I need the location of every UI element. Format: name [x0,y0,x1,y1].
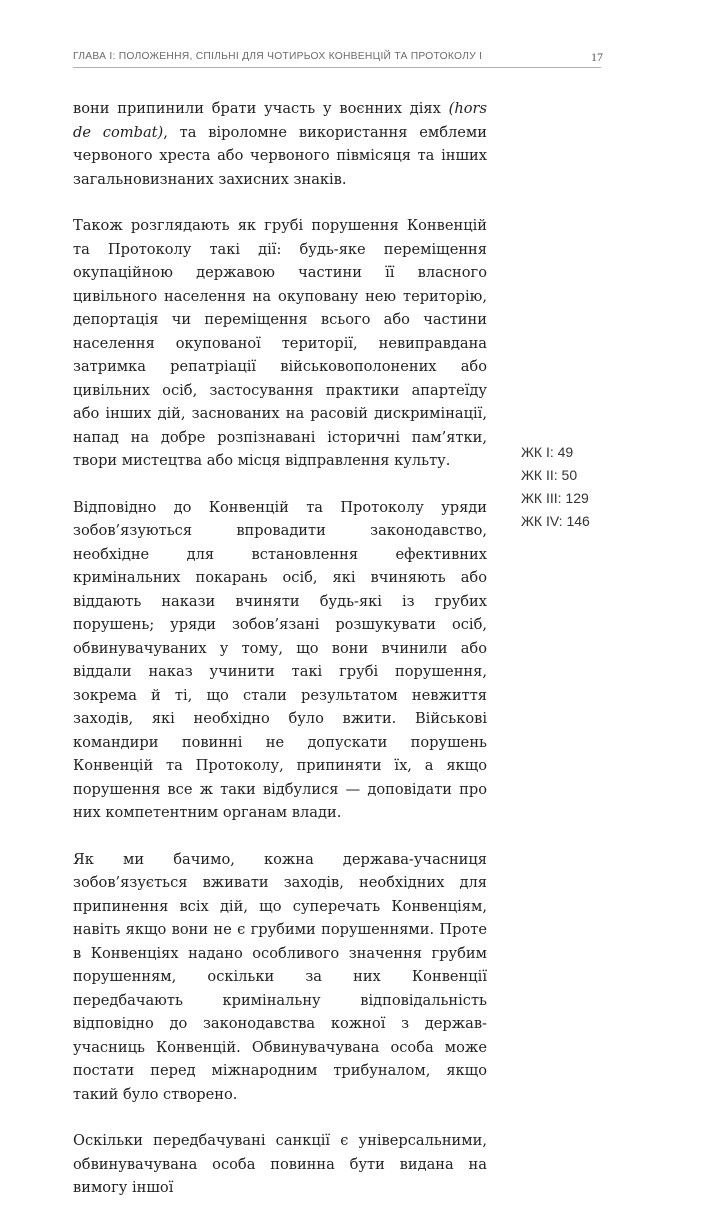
paragraph-1-text-end: , та віроломне використання емблеми червоного хреста або червоного півмісяця та інших загальновизнаних захисних знаків. [73,123,487,188]
margin-references [521,441,611,533]
running-title: ГЛАВА I: ПОЛОЖЕННЯ, СПІЛЬНІ ДЛЯ ЧОТИРЬОХ КОНВЕНЦІЙ ТА ПРОТОКОЛУ I [73,51,483,62]
margin-reference-gc3: ЖК III: 129 [521,490,589,506]
paragraph-1 [73,97,487,191]
margin-reference-gc2: ЖК II: 50 [521,467,578,483]
header-rule [73,67,601,68]
paragraph-5: Оскільки передбачувані санкції є універсальними, обвинувачувана особа повинна бути видана на вимогу іншої [73,1132,487,1196]
paragraph-1-italic-term: (hors de combat) [73,100,487,141]
paragraph-2: Також розглядають як грубі порушення Конвенцій та Протоколу такі дії: будь-яке переміщення окупаційною державою частини її власного цивільного населення на окуповану нею територію, депортація чи переміщення всього або частини населення окупованої території, невиправдана затримка репатріації військовополонених або цивільних осіб, застосування практики апартеїду або інших дій, заснованих на расовій дискримінації, напад на добре розпізнавані історичні пам’ятки, твори мистецтва або місця відправлення культу. [73,217,487,469]
page-number: 17 [591,50,603,64]
paragraph-1-text-start: вони припинили брати участь у воєнних діях [73,100,449,117]
paragraph-3: Відповідно до Конвенцій та Протоколу уряди зобов’язуються впровадити законодавство, необхідне для встановлення ефективних кримінальних покарань осіб, які вчиняють або віддають накази вчиняти будь-які із грубих порушень; уряди зобов’язані розшукувати осіб, обвинувачуваних у тому, що вони вчинили або віддали наказ учинити такі грубі порушення, зокрема й ті, що стали результатом невжиття заходів, які необхідно було вжити. Військові командири повинні не допускати порушень Конвенцій та Протоколу, припиняти їх, а якщо порушення все ж таки відбулися — доповідати про них компетентним органам влади. [73,498,487,821]
body-text [73,97,487,1223]
margin-reference-gc1: ЖК I: 49 [521,444,574,460]
paragraph-4: Як ми бачимо, кожна держава-учасниця зобов’язується вживати заходів, необхідних для припинення всіх дій, що суперечать Конвенціям, навіть якщо вони не є грубими порушеннями. Проте в Конвенціях надано особливого значення грубим порушенням, оскільки за них Конвенції передбачають кримінальну відповідальність відповідно до законодавства кожної з держав-учасниць Конвенцій. Обвинувачувана особа може постати перед міжнародним трибуналом, якщо такий було створено. [73,850,487,1103]
margin-reference-gc4: ЖК IV: 146 [521,513,590,529]
